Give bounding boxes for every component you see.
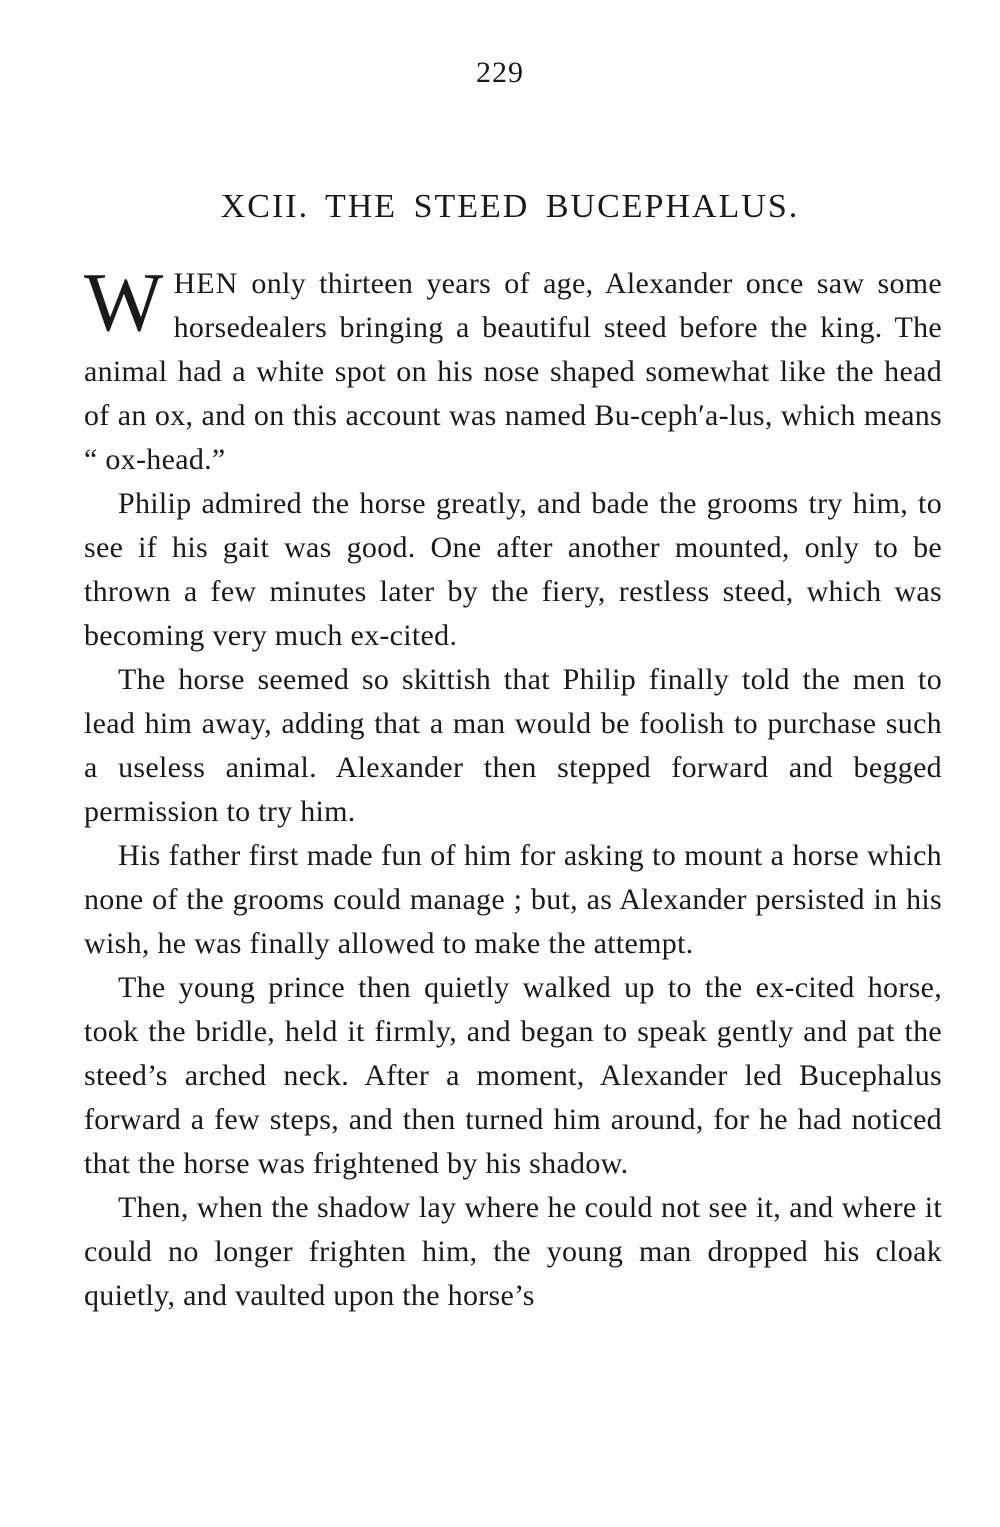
paragraph-6: Then, when the shadow lay where he could not see it, and where it could no longer frighten him, the young man dropped his cloak quietly, and vaulted upon the horse’s [84,1191,942,1312]
paragraph-2: Philip admired the horse greatly, and bade the grooms try him, to see if his gait was good. One after another mounted, only to be thrown a few minutes later by the fiery, restless steed, which was becoming very much ex-cited. [84,487,942,652]
paragraph-5: The young prince then quietly walked up to the ex-cited horse, took the bridle, held it firmly, and began to speak gently and pat the steed’s arched neck. After a moment, Alexander led Bucephalus forward a few steps, and then turned him around, for he had noticed that the horse was frightened by his shadow. [84,971,942,1180]
drop-cap: W [84,256,164,349]
lead-caps: HEN [173,267,239,300]
chapter-body [84,256,942,1318]
paragraph-1-text: only thirteen years of age, Alexander once saw some horsedealers bringing a beautiful steed before the king. The animal had a white spot on his nose shaped somewhat like the head of an ox, and on this account was named Bu-ceph′a-lus, which means “ ox-head.” [84,267,942,476]
paragraph-1 [84,256,942,482]
paragraph-4: His father first made fun of him for asking to mount a horse which none of the grooms could manage ; but, as Alexander persisted in his wish, he was finally allowed to make the attempt. [84,839,942,960]
paragraph-3: The horse seemed so skittish that Philip finally told the men to lead him away, adding that a man would be foolish to purchase such a useless animal. Alexander then stepped forward and begged permission to try him. [84,663,942,828]
page-number: 229 [476,56,524,89]
chapter-title: XCII. THE STEED BUCEPHALUS. [220,188,800,225]
